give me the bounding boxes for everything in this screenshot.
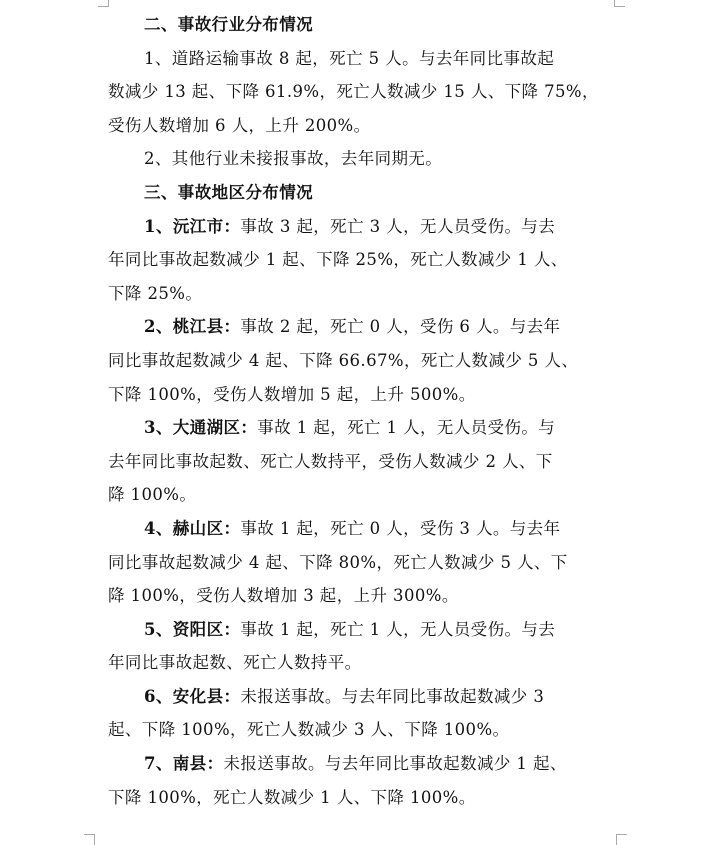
- region-label: 5、资阳区：: [144, 619, 241, 639]
- region-label: 3、大通湖区：: [144, 418, 258, 438]
- paragraph-line: 降 100%。: [108, 485, 197, 505]
- paragraph-text: 未报送事故。与去年同比事故起数减少 1 起、: [223, 754, 567, 774]
- paragraph-text: 事故 1 起，死亡 0 人，受伤 3 人。与去年: [240, 518, 561, 538]
- paragraph-line: 下降 100%，受伤人数增加 5 起，上升 500%。: [108, 384, 476, 404]
- page-corner-mark: [84, 834, 95, 845]
- paragraph-line: [108, 680, 616, 714]
- paragraph-line: 去年同比事故起数、死亡人数持平，受伤人数减少 2 人、下: [108, 451, 553, 471]
- paragraph-text: 事故 1 起，死亡 1 人，无人员受伤。与: [257, 418, 556, 438]
- paragraph-line: 同比事故起数减少 4 起、下降 80%，死亡人数减少 5 人、下: [108, 552, 568, 572]
- region-label: 1、沅江市：: [144, 216, 241, 236]
- paragraph-line: [108, 310, 616, 344]
- paragraph-line: [108, 613, 616, 647]
- paragraph-line: 1、道路运输事故 8 起，死亡 5 人。与去年同比事故起: [144, 48, 555, 68]
- paragraph-line: 同比事故起数减少 4 起、下降 66.67%，死亡人数减少 5 人、: [108, 350, 579, 370]
- paragraph-line: 下降 100%，死亡人数减少 1 人、下降 100%。: [108, 787, 476, 807]
- paragraph-line: 下降 25%。: [108, 283, 203, 303]
- region-label: 7、南县：: [144, 754, 224, 774]
- region-label: 6、安化县：: [144, 686, 241, 706]
- section-heading: 二、事故行业分布情况: [144, 15, 313, 34]
- paragraph-line: 年同比事故起数、死亡人数持平。: [108, 653, 362, 673]
- paragraph-text: 事故 2 起，死亡 0 人，受伤 6 人。与去年: [240, 317, 561, 337]
- page-corner-mark: [616, 834, 627, 845]
- page-corner-mark: [98, 0, 109, 7]
- document-body: [108, 8, 616, 814]
- region-label: 4、赫山区：: [144, 518, 241, 538]
- region-label: 2、桃江县：: [144, 317, 241, 337]
- paragraph-line: 数减少 13 起、下降 61.9%，死亡人数减少 15 人、下降 75%，: [108, 82, 599, 102]
- paragraph-text: 事故 3 起，死亡 3 人，无人员受伤。与去: [240, 216, 556, 236]
- paragraph-line: 降 100%，受伤人数增加 3 起，上升 300%。: [108, 586, 459, 606]
- page-corner-mark: [614, 0, 625, 7]
- paragraph-line: 年同比事故起数减少 1 起、下降 25%，死亡人数减少 1 人、: [108, 250, 568, 270]
- paragraph-line: [108, 210, 616, 244]
- section-heading: 三、事故地区分布情况: [144, 182, 313, 202]
- paragraph-line: [108, 512, 616, 546]
- paragraph-line: [108, 747, 616, 781]
- paragraph-line: 2、其他行业未接报事故，去年同期无。: [144, 149, 443, 169]
- paragraph-text: 未报送事故。与去年同比事故起数减少 3: [240, 686, 545, 706]
- paragraph-line: [108, 411, 616, 445]
- paragraph-line: 起、下降 100%，死亡人数减少 3 人、下降 100%。: [108, 720, 510, 740]
- paragraph-line: 受伤人数增加 6 人，上升 200%。: [108, 115, 371, 135]
- paragraph-text: 事故 1 起，死亡 1 人，无人员受伤。与去: [240, 619, 556, 639]
